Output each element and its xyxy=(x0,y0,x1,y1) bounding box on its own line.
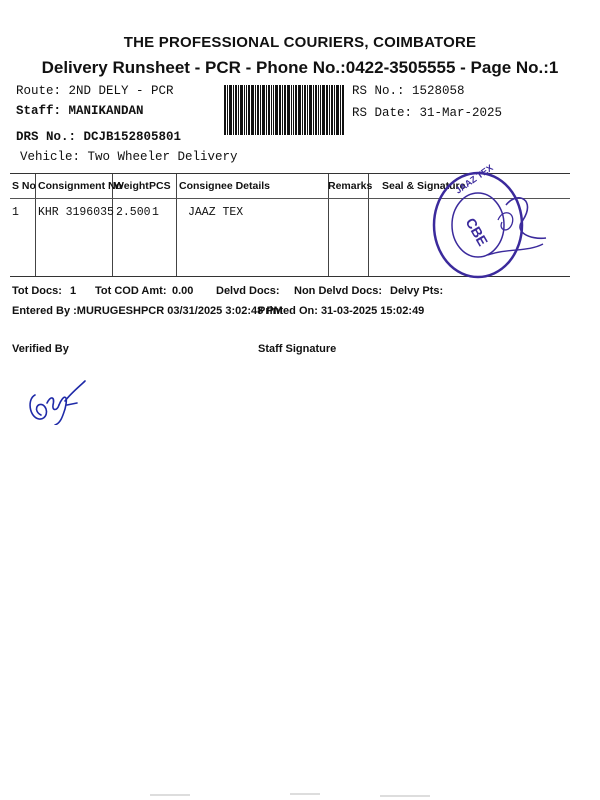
route-line: Route: 2ND DELY - PCR xyxy=(16,84,174,98)
col-header-pcs: PCS xyxy=(149,180,171,192)
verified-by-label: Verified By xyxy=(12,343,69,355)
entered-by: Entered By :MURUGESHPCR 03/31/2025 3:02:48 PM xyxy=(12,305,283,317)
barcode-image xyxy=(224,85,344,135)
row-1-consignment: KHR 3196035 xyxy=(38,206,114,219)
stamp-top-text: JAAZ TEX xyxy=(453,162,495,196)
rs-number: RS No.: 1528058 xyxy=(352,84,465,98)
staff-line: Staff: MANIKANDAN xyxy=(16,104,144,118)
col-header-seal: Seal & Signature xyxy=(382,180,466,192)
printed-on: Printed On: 31-03-2025 15:02:49 xyxy=(258,305,425,317)
company-title: THE PROFESSIONAL COURIERS, COIMBATORE xyxy=(123,34,477,51)
handwritten-signature xyxy=(25,375,105,425)
delvy-pts-label: Delvy Pts: xyxy=(390,285,444,297)
col-header-sno: S No xyxy=(12,180,36,192)
row-1-weight: 2.500 xyxy=(116,206,151,219)
vehicle-line: Vehicle: Two Wheeler Delivery xyxy=(20,150,238,164)
staff-signature-label: Staff Signature xyxy=(258,343,337,355)
runsheet-subtitle: Delivery Runsheet - PCR - Phone No.:0422-3505555 - Page No.:1 xyxy=(41,58,559,77)
cod-label: Tot COD Amt: xyxy=(95,285,167,297)
col-header-consignee: Consignee Details xyxy=(179,180,271,192)
tot-docs-label: Tot Docs: xyxy=(12,285,62,297)
row-1-consignee: JAAZ TEX xyxy=(188,206,244,219)
row-1-sno: 1 xyxy=(12,206,19,219)
row-1-pcs: 1 xyxy=(152,206,159,219)
tot-docs-value: 1 xyxy=(70,285,77,297)
cod-value: 0.00 xyxy=(172,285,194,297)
col-header-weight: Weight xyxy=(114,180,149,192)
delvd-docs-label: Delvd Docs: xyxy=(216,285,280,297)
drs-number: DRS No.: DCJB152805801 xyxy=(16,130,182,144)
non-delvd-docs-label: Non Delvd Docs: xyxy=(294,285,383,297)
scan-marks xyxy=(0,790,600,800)
rs-date: RS Date: 31-Mar-2025 xyxy=(352,106,503,120)
company-seal-stamp xyxy=(428,160,548,290)
col-header-consignment: Consignment No xyxy=(38,180,122,192)
stamp-center-text: CBE xyxy=(462,214,492,249)
stamp-graphic xyxy=(434,173,546,277)
col-header-remarks: Remarks xyxy=(328,180,373,192)
